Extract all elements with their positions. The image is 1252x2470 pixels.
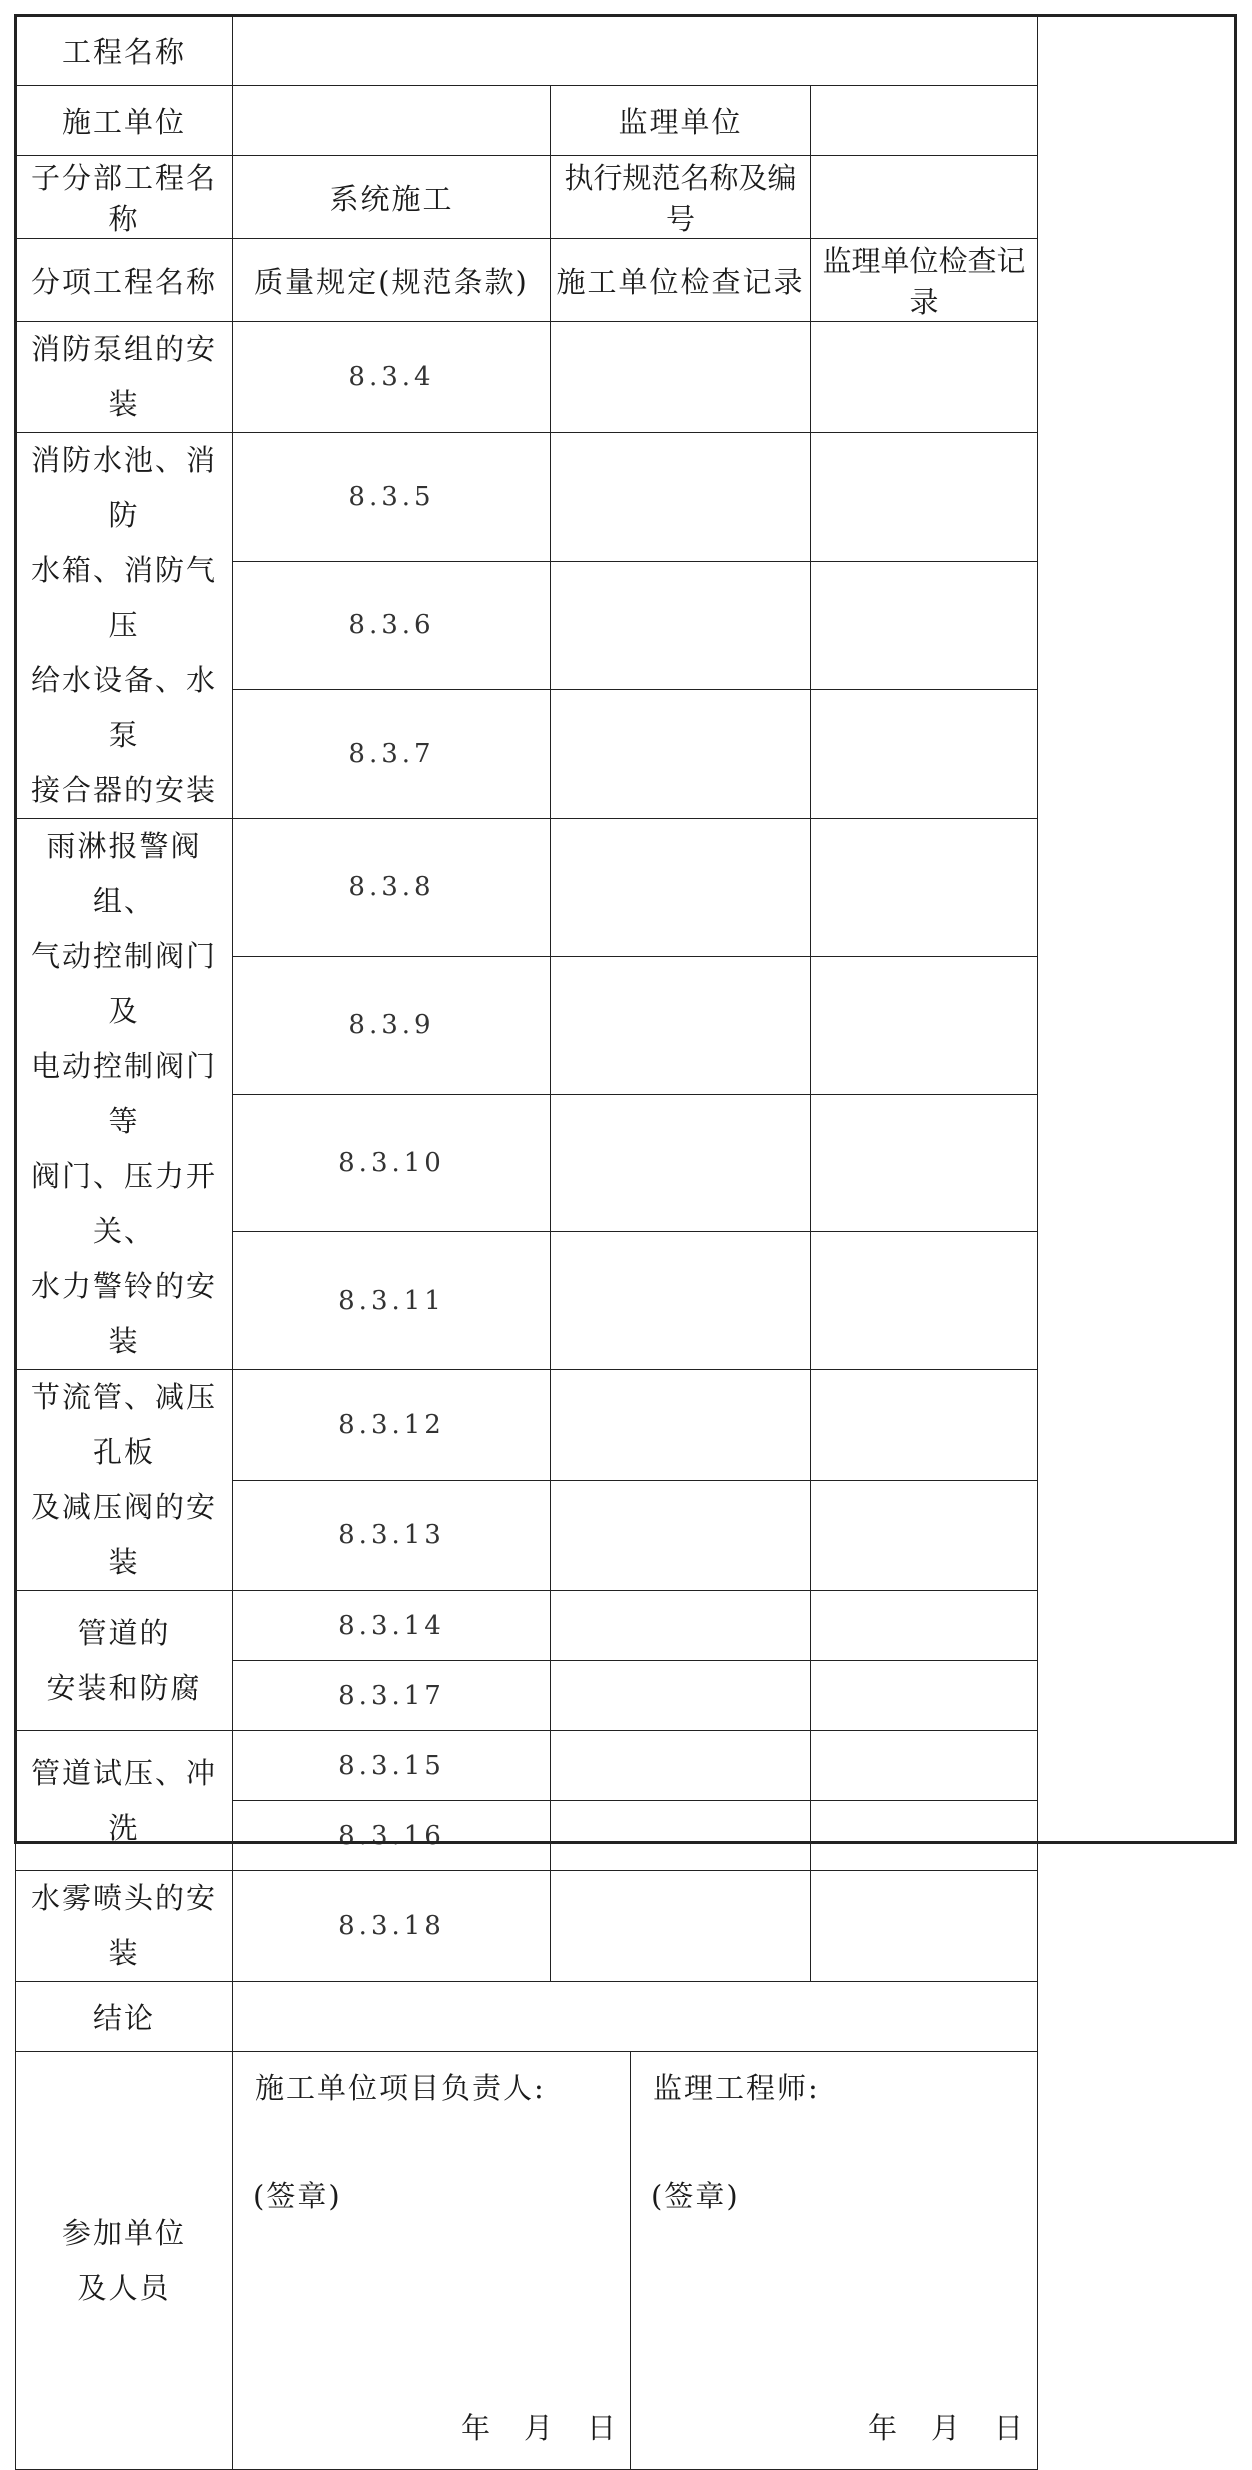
item-name-line: 安装和防腐 — [46, 1670, 202, 1705]
table-row — [16, 1370, 1038, 1481]
construction-check-cell[interactable] — [551, 1871, 811, 1982]
participants-line: 参加单位 — [61, 2215, 186, 2250]
supervision-check-cell[interactable] — [811, 1731, 1038, 1801]
construction-check-cell[interactable] — [551, 819, 811, 957]
date-month: 月 — [523, 2411, 553, 2445]
item-name-line: 水力警铃的安装 — [30, 1269, 217, 1358]
item-name-line: 水雾喷头的安装 — [30, 1881, 217, 1970]
supervision-check-cell[interactable] — [811, 1094, 1038, 1232]
item-name — [16, 819, 233, 1370]
construction-check-cell[interactable] — [551, 1661, 811, 1731]
clause-number: 8.3.11 — [233, 1232, 551, 1370]
construction-check-cell[interactable] — [551, 956, 811, 1094]
supervision-check-cell[interactable] — [811, 956, 1038, 1094]
clause-number: 8.3.5 — [233, 433, 551, 562]
item-name-line: 节流管、减压孔板 — [30, 1380, 217, 1469]
clause-number: 8.3.18 — [233, 1871, 551, 1982]
construction-check-cell[interactable] — [551, 322, 811, 433]
construction-check-cell[interactable] — [551, 1801, 811, 1871]
supervision-check-cell[interactable] — [811, 690, 1038, 819]
date-day: 日 — [586, 2411, 616, 2445]
supervision-check-cell[interactable] — [811, 1370, 1038, 1481]
column-header-item: 分项工程名称 — [16, 239, 233, 322]
item-name — [16, 1871, 233, 1982]
participants-label — [16, 2052, 233, 2470]
supervision-check-cell[interactable] — [811, 1480, 1038, 1591]
item-name-line: 气动控制阀门及 — [30, 939, 217, 1028]
supervision-check-cell[interactable] — [811, 1661, 1038, 1731]
supervision-unit-field[interactable] — [811, 86, 1038, 156]
clause-number: 8.3.8 — [233, 819, 551, 957]
item-name-line: 管道试压、冲洗 — [30, 1755, 217, 1845]
item-name-line: 阀门、压力开关、 — [30, 1159, 217, 1248]
construction-check-cell[interactable] — [551, 1591, 811, 1661]
column-header-construction-check: 施工单位检查记录 — [551, 239, 811, 322]
date-year: 年 — [867, 2411, 897, 2445]
clause-number: 8.3.10 — [233, 1094, 551, 1232]
construction-check-cell[interactable] — [551, 1232, 811, 1370]
column-header-supervision-check: 监理单位检查记录 — [811, 239, 1038, 322]
supervision-stamp-label: (签章) — [651, 2179, 740, 2213]
table-row — [16, 819, 1038, 957]
item-name — [16, 1370, 233, 1591]
item-name — [16, 1591, 233, 1731]
item-name — [16, 322, 233, 433]
supervision-check-cell[interactable] — [811, 433, 1038, 562]
supervision-date[interactable] — [834, 2406, 1023, 2447]
construction-check-cell[interactable] — [551, 1370, 811, 1481]
construction-check-cell[interactable] — [551, 1094, 811, 1232]
construction-unit-label: 施工单位 — [16, 86, 233, 156]
supervision-check-cell[interactable] — [811, 561, 1038, 690]
item-name-line: 及减压阀的安装 — [30, 1490, 217, 1579]
table-row — [16, 1871, 1038, 1982]
item-name-line: 接合器的安装 — [30, 773, 217, 807]
conclusion-label: 结论 — [16, 1982, 233, 2052]
clause-number: 8.3.6 — [233, 561, 551, 690]
clause-number: 8.3.16 — [233, 1801, 551, 1871]
clause-number: 8.3.17 — [233, 1661, 551, 1731]
sub-division-value: 系统施工 — [233, 156, 551, 239]
clause-number: 8.3.4 — [233, 322, 551, 433]
construction-check-cell[interactable] — [551, 1731, 811, 1801]
construction-signature-block[interactable] — [233, 2052, 631, 2470]
item-name-line: 水箱、消防气压 — [30, 553, 217, 642]
construction-date[interactable] — [427, 2406, 616, 2447]
table-row — [16, 322, 1038, 433]
construction-check-cell[interactable] — [551, 433, 811, 562]
date-day: 日 — [993, 2411, 1023, 2445]
supervision-engineer-label: 监理工程师: — [653, 2071, 820, 2105]
clause-number: 8.3.15 — [233, 1731, 551, 1801]
standard-field[interactable] — [811, 156, 1038, 239]
construction-check-cell[interactable] — [551, 561, 811, 690]
supervision-check-cell[interactable] — [811, 1591, 1038, 1661]
date-month: 月 — [930, 2411, 960, 2445]
item-name-line: 雨淋报警阀组、 — [46, 829, 202, 918]
construction-stamp-label: (签章) — [253, 2179, 342, 2213]
supervision-check-cell[interactable] — [811, 322, 1038, 433]
construction-manager-label: 施工单位项目负责人: — [255, 2071, 546, 2105]
construction-unit-field[interactable] — [233, 86, 551, 156]
clause-number: 8.3.13 — [233, 1480, 551, 1591]
item-name-line: 给水设备、水泵 — [30, 663, 217, 752]
table-row — [16, 1731, 1038, 1801]
project-name-label: 工程名称 — [16, 16, 233, 86]
supervision-unit-label: 监理单位 — [551, 86, 811, 156]
item-name — [16, 1731, 233, 1871]
standard-label: 执行规范名称及编号 — [551, 156, 811, 239]
table-row — [16, 433, 1038, 562]
participants-line: 及人员 — [77, 2270, 171, 2305]
table-row — [16, 1591, 1038, 1661]
supervision-signature-block[interactable] — [631, 2052, 1038, 2470]
project-name-field[interactable] — [233, 16, 1038, 86]
supervision-check-cell[interactable] — [811, 819, 1038, 957]
item-name-line: 消防水池、消防 — [30, 443, 217, 532]
clause-number: 8.3.14 — [233, 1591, 551, 1661]
sub-division-label: 子分部工程名称 — [16, 156, 233, 239]
clause-number: 8.3.9 — [233, 956, 551, 1094]
clause-number: 8.3.7 — [233, 690, 551, 819]
supervision-check-cell[interactable] — [811, 1801, 1038, 1871]
clause-number: 8.3.12 — [233, 1370, 551, 1481]
conclusion-field[interactable] — [233, 1982, 1038, 2052]
date-year: 年 — [460, 2411, 490, 2445]
supervision-check-cell[interactable] — [811, 1232, 1038, 1370]
construction-check-cell[interactable] — [551, 1480, 811, 1591]
item-name-line: 消防泵组的安装 — [30, 332, 217, 421]
item-name-line: 管道的 — [77, 1615, 171, 1650]
item-name-line: 电动控制阀门等 — [30, 1049, 217, 1138]
column-header-clause: 质量规定(规范条款) — [233, 239, 551, 322]
item-name — [16, 433, 233, 819]
construction-check-cell[interactable] — [551, 690, 811, 819]
supervision-check-cell[interactable] — [811, 1871, 1038, 1982]
inspection-record-form — [15, 15, 1038, 2470]
